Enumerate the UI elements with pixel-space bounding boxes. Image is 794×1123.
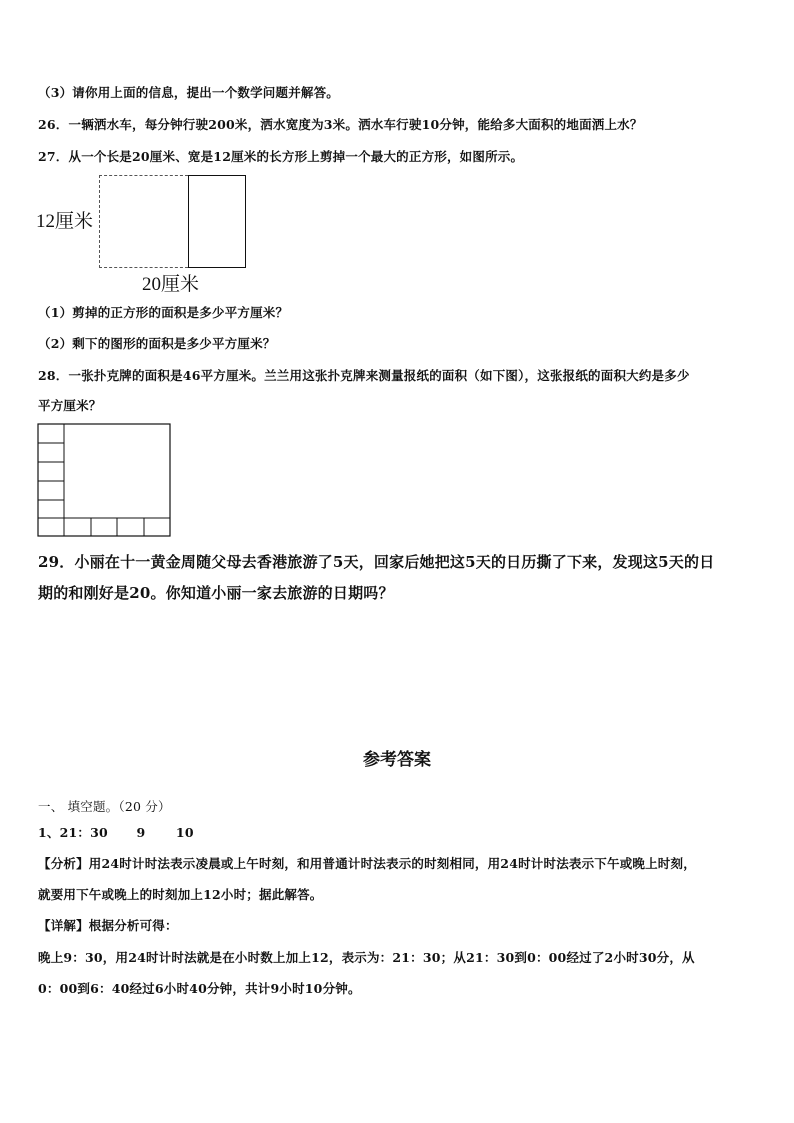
answer-1-value3: 10 xyxy=(175,825,194,840)
q28-text-line1: 28．一张扑克牌的面积是46平方厘米。兰兰用这张扑克牌来测量报纸的面积（如下图），这张报纸的面积大约是多少 xyxy=(38,368,690,383)
q27-figure xyxy=(30,170,260,295)
answer-1-value2: 9 xyxy=(136,825,146,840)
q28-text-line2: 平方厘米？ xyxy=(38,398,102,413)
q27-part2: （2）剩下的图形的面积是多少平方厘米？ xyxy=(38,336,276,351)
analysis-line2: 就要用下午或晚上的时刻加上12小时；据此解答。 xyxy=(38,887,323,902)
q29-text-line1: 29．小丽在十一黄金周随父母去香港旅游了5天，回家后她把这5天的日历撕了下来，发现这5天的日 xyxy=(38,553,715,571)
remaining-rectangle xyxy=(188,175,246,268)
height-label: 12厘米 xyxy=(36,211,94,232)
answer-1 xyxy=(38,823,194,841)
q28-figure xyxy=(37,423,173,539)
detail-label: 【详解】根据分析可得： xyxy=(38,918,178,933)
answers-title: 参考答案 xyxy=(363,750,431,770)
q26-text: 26．一辆洒水车，每分钟行驶200米，洒水宽度为3米。洒水车行驶10分钟，能给多大面积的地面洒上水？ xyxy=(38,117,643,132)
detail-line1: 晚上9：30，用24时计时法就是在小时数上加上12，表示为：21：30；从21：30到0：00经过了2小时30分，从 xyxy=(38,950,695,965)
width-label: 20厘米 xyxy=(142,274,200,295)
q25-part3: （3）请你用上面的信息，提出一个数学问题并解答。 xyxy=(38,85,339,100)
detail-line2: 0：00到6：40经过6小时40分钟，共计9小时10分钟。 xyxy=(38,981,361,996)
q27-text: 27．从一个长是20厘米、宽是12厘米的长方形上剪掉一个最大的正方形，如图所示。 xyxy=(38,149,524,164)
newspaper-outline xyxy=(38,424,170,536)
cut-square-dashed xyxy=(99,175,188,268)
answer-1-value1: 1、21：30 xyxy=(38,825,108,840)
q27-part1: （1）剪掉的正方形的面积是多少平方厘米？ xyxy=(38,305,289,320)
analysis-line1: 【分析】用24时计时法表示凌晨或上午时刻，和用普通计时法表示的时刻相同，用24时计时法表示下午或晚上时刻， xyxy=(38,856,696,871)
section-heading: 一、 填空题。（20 分） xyxy=(38,799,171,814)
q29-text-line2: 期的和刚好是20。你知道小丽一家去旅游的日期吗？ xyxy=(38,584,394,602)
